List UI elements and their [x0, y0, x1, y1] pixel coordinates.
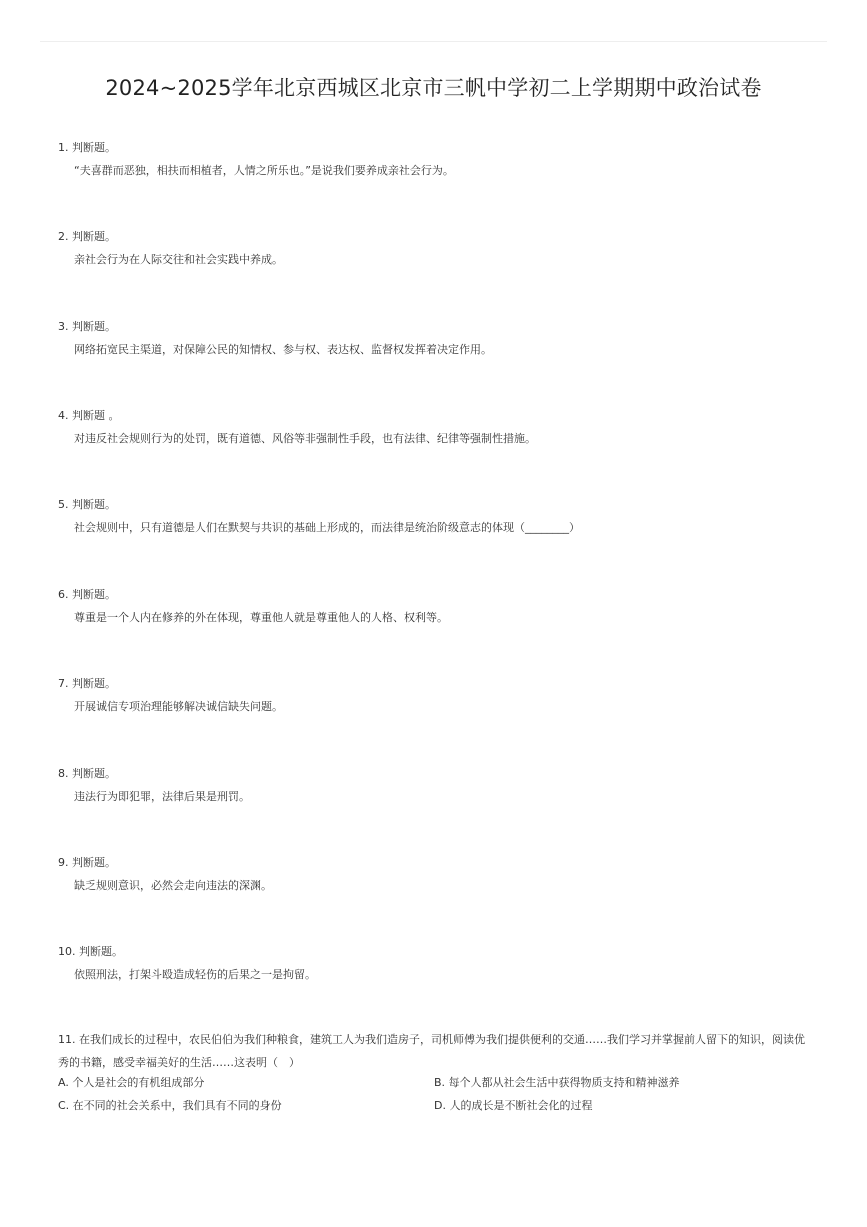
- option-b: B. 每个人都从社会生活中获得物质支持和精神滋养: [434, 1076, 680, 1089]
- question-1: [58, 140, 818, 179]
- question-number: 8. 判断题。: [58, 767, 116, 780]
- question-text: 尊重是一个人内在修养的外在体现，尊重他人就是尊重他人的人格、权利等。: [74, 611, 448, 624]
- question-stem: 11. 在我们成长的过程中，农民伯伯为我们种粮食，建筑工人为我们造房子，司机师傅为我们提供便利的交通……我们学习并掌握前人留下的知识，阅读优秀的书籍，感受幸福美好的生活……这表明（ ）: [58, 1033, 805, 1069]
- question-number: 9. 判断题。: [58, 856, 116, 869]
- question-7: [58, 676, 818, 715]
- option-c: C. 在不同的社会关系中，我们具有不同的身份: [58, 1099, 282, 1112]
- question-number: 10. 判断题。: [58, 945, 123, 958]
- option-d: D. 人的成长是不断社会化的过程: [434, 1099, 593, 1112]
- top-divider: [40, 41, 827, 42]
- question-2: [58, 229, 818, 268]
- question-number: 3. 判断题。: [58, 320, 116, 333]
- question-number: 1. 判断题。: [58, 141, 116, 154]
- question-4: [58, 408, 818, 447]
- question-text: “夫喜群而恶独，相扶而相植者，人情之所乐也。”是说我们要养成亲社会行为。: [74, 164, 454, 177]
- page-title: 2024~2025学年北京西城区北京市三帆中学初二上学期期中政治试卷: [105, 76, 762, 100]
- question-text: 网络拓宽民主渠道，对保障公民的知情权、参与权、表达权、监督权发挥着决定作用。: [74, 343, 492, 356]
- question-10: [58, 944, 818, 983]
- question-text: 缺乏规则意识，必然会走向违法的深渊。: [74, 879, 272, 892]
- question-number: 5. 判断题。: [58, 498, 116, 511]
- question-8: [58, 766, 818, 805]
- question-9: [58, 855, 818, 894]
- option-list: [58, 1075, 818, 1121]
- question-text: 社会规则中，只有道德是人们在默契与共识的基础上形成的，而法律是统治阶级意志的体现（________）: [74, 521, 580, 534]
- question-3: [58, 319, 818, 358]
- question-number: 4. 判断题 。: [58, 409, 120, 422]
- question-text: 开展诚信专项治理能够解决诚信缺失问题。: [74, 700, 283, 713]
- question-number: 7. 判断题。: [58, 677, 116, 690]
- question-11: [58, 1028, 818, 1121]
- question-number: 6. 判断题。: [58, 588, 116, 601]
- question-text: 违法行为即犯罪，法律后果是刑罚。: [74, 790, 250, 803]
- question-number: 2. 判断题。: [58, 230, 116, 243]
- question-text: 依照刑法，打架斗殴造成轻伤的后果之一是拘留。: [74, 968, 316, 981]
- question-6: [58, 587, 818, 626]
- question-text: 亲社会行为在人际交往和社会实践中养成。: [74, 253, 283, 266]
- question-text: 对违反社会规则行为的处罚，既有道德、风俗等非强制性手段，也有法律、纪律等强制性措施。: [74, 432, 536, 445]
- option-a: A. 个人是社会的有机组成部分: [58, 1076, 205, 1089]
- question-5: [58, 497, 818, 536]
